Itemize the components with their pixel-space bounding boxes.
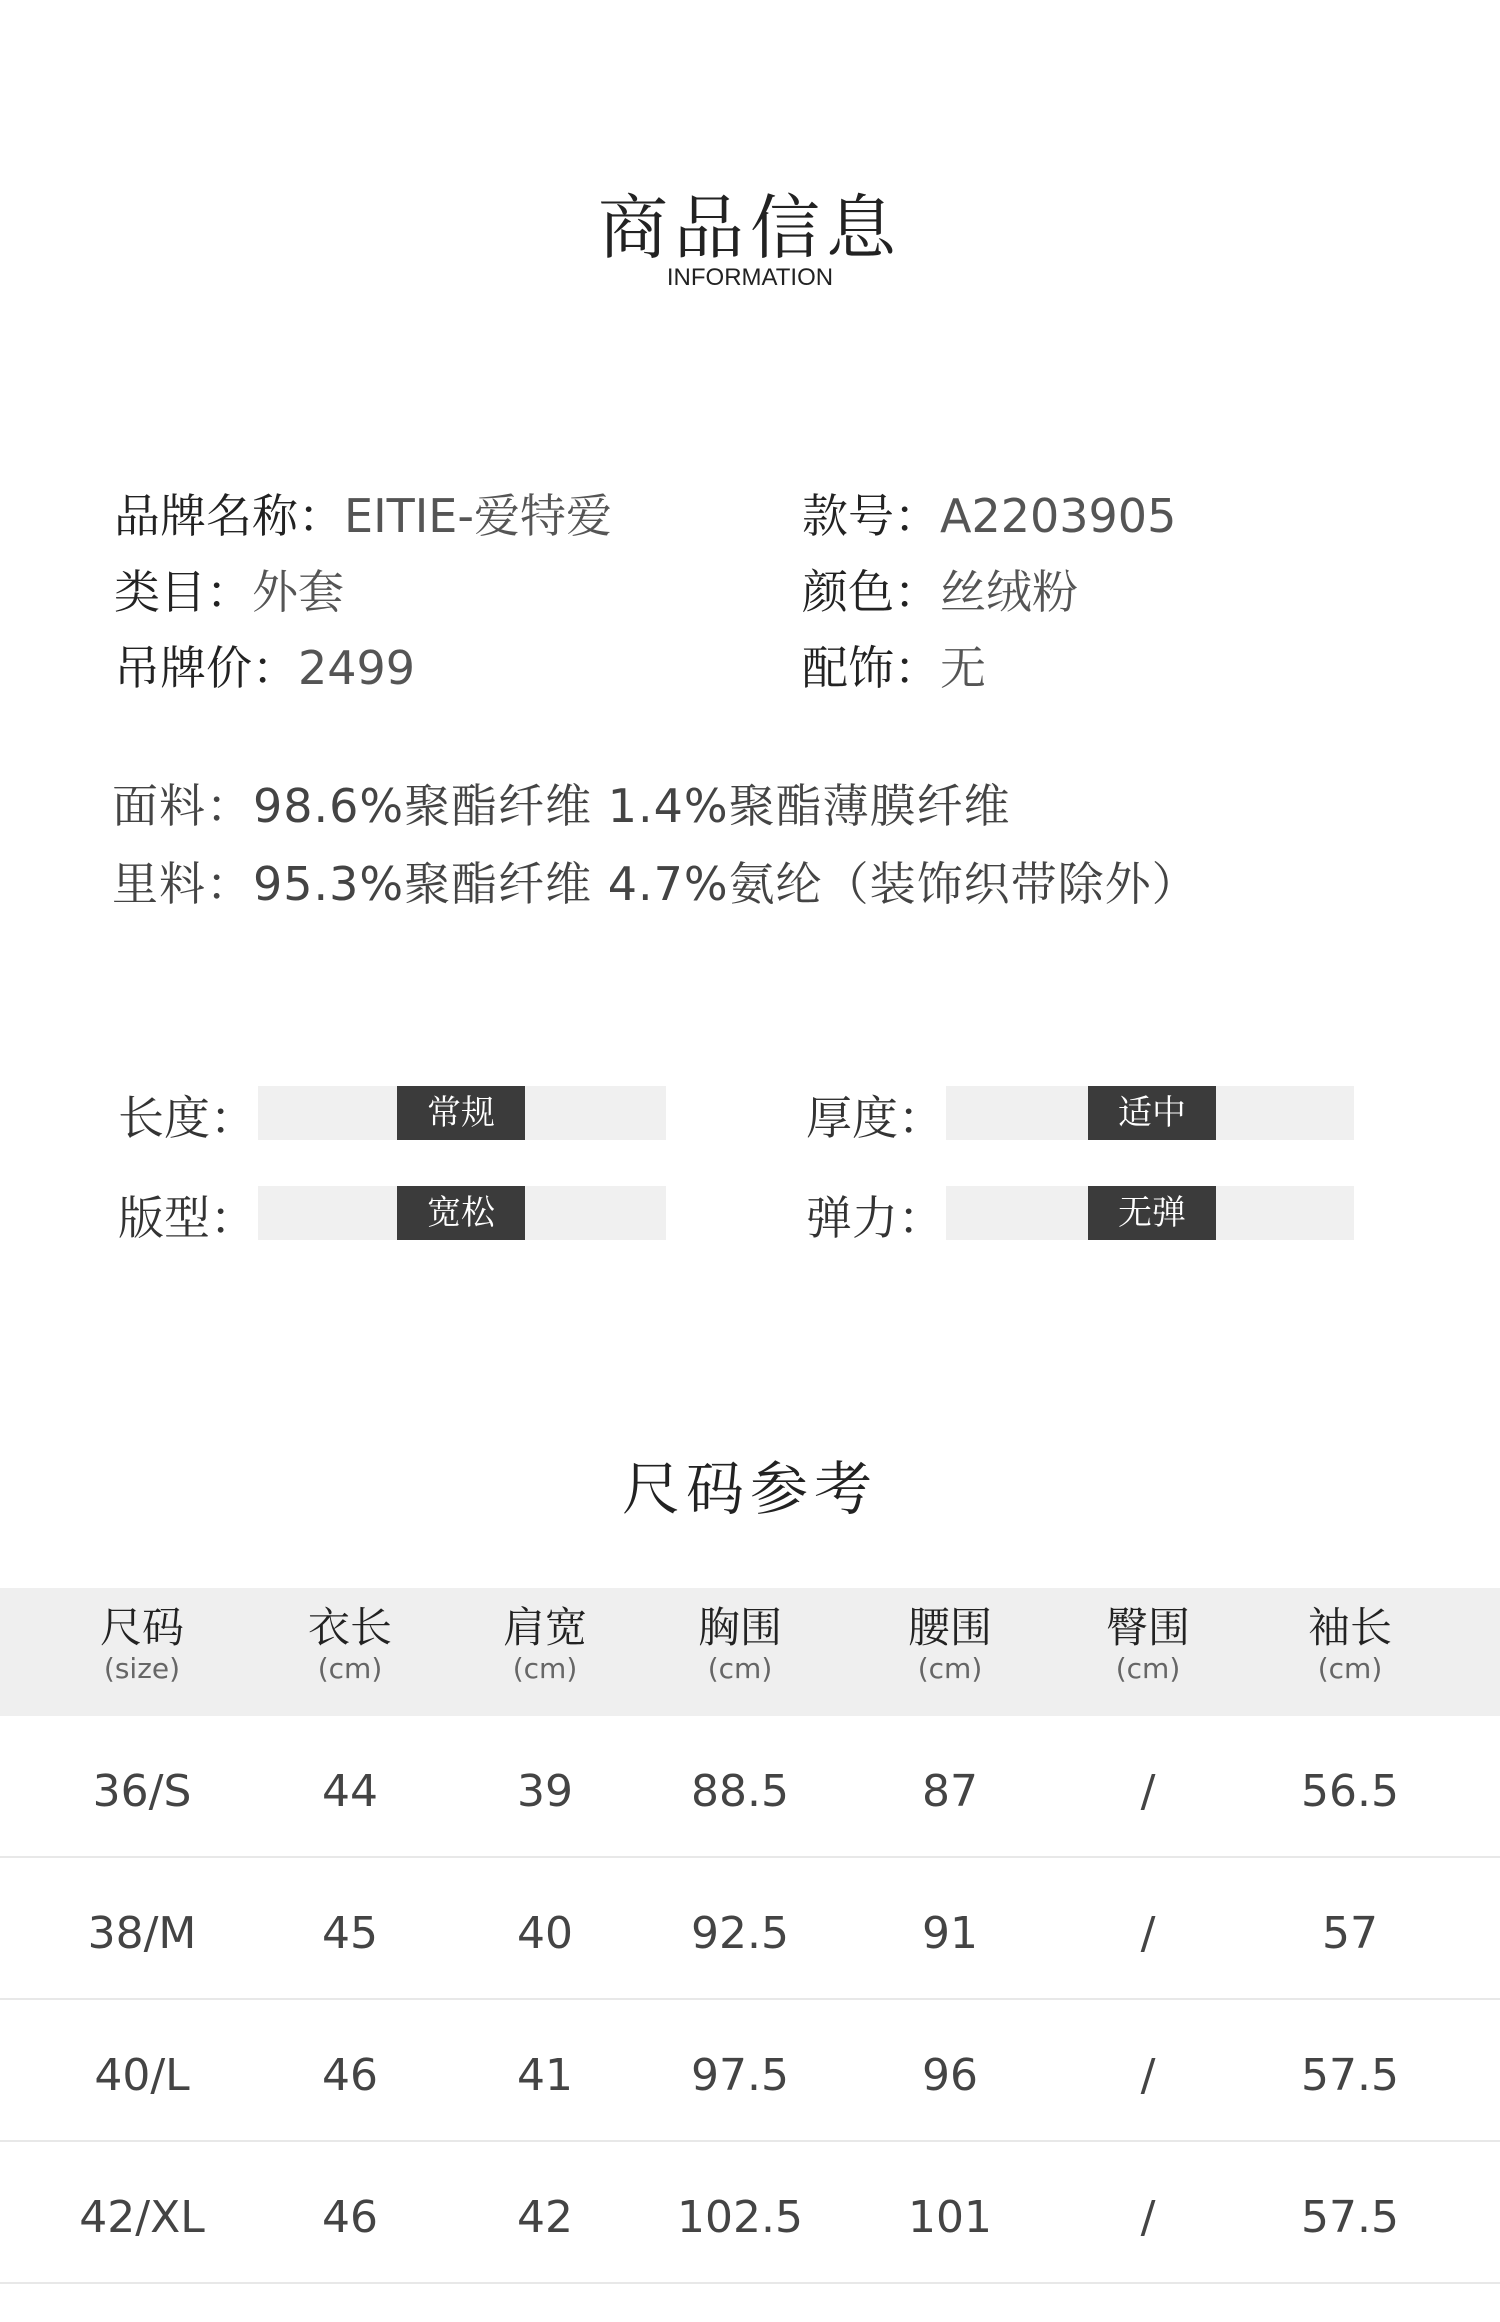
color-row — [802, 556, 1078, 622]
column-header-name: 肩宽 — [502, 1603, 587, 1652]
column-header-name: 胸围 — [697, 1603, 782, 1652]
category-value: 外套 — [252, 565, 344, 619]
table-cell: 92.5 — [691, 1908, 789, 1959]
table-cell: 97.5 — [691, 2050, 789, 2101]
thickness-tag: 适中 — [1088, 1086, 1216, 1140]
table-cell: 38/M — [87, 1908, 197, 1959]
column-header — [850, 1604, 1050, 1686]
thickness-label: 厚度： — [806, 1091, 944, 1145]
table-cell: 96 — [922, 2050, 978, 2101]
table-cell: 91 — [922, 1908, 978, 1959]
price-row — [114, 632, 415, 698]
column-header — [640, 1604, 840, 1686]
row-divider — [0, 1998, 1500, 2000]
category-row — [114, 556, 344, 622]
column-header — [1048, 1604, 1248, 1686]
color-value: 丝绒粉 — [940, 565, 1078, 619]
page-title: 商品信息 — [598, 187, 902, 269]
column-header-unit: (cm) — [317, 1652, 383, 1685]
table-cell: 45 — [322, 1908, 378, 1959]
column-header-unit: (cm) — [1317, 1652, 1383, 1685]
price-label: 吊牌价： — [114, 641, 298, 695]
brand-label: 品牌名称： — [114, 489, 344, 543]
price-value: 2499 — [298, 641, 416, 695]
table-cell: / — [1140, 1908, 1156, 1959]
column-header-name: 腰围 — [907, 1603, 992, 1652]
lining-fabric: 里料：95.3%聚酯纤维 4.7%氨纶（装饰织带除外） — [112, 857, 1199, 911]
length-tag: 常规 — [397, 1086, 525, 1140]
table-cell: 42/XL — [79, 2192, 205, 2243]
column-header-name: 衣长 — [307, 1603, 392, 1652]
style-no-label: 款号： — [802, 489, 940, 543]
table-cell: / — [1140, 2192, 1156, 2243]
table-cell: 46 — [322, 2050, 378, 2101]
table-cell: / — [1140, 2050, 1156, 2101]
color-label: 颜色： — [802, 565, 940, 619]
row-divider — [0, 2282, 1500, 2284]
column-header-name: 尺码 — [99, 1603, 184, 1652]
accessory-label: 配饰： — [802, 641, 940, 695]
fit-tag: 宽松 — [397, 1186, 525, 1240]
category-label: 类目： — [114, 565, 252, 619]
column-header-unit: (cm) — [512, 1652, 578, 1685]
page-subtitle: INFORMATION — [666, 264, 834, 291]
accessory-row — [802, 632, 986, 698]
column-header-name: 袖长 — [1307, 1603, 1392, 1652]
table-cell: 87 — [922, 1766, 978, 1817]
elasticity-label: 弹力： — [806, 1191, 944, 1245]
table-cell: 46 — [322, 2192, 378, 2243]
table-cell: 40/L — [94, 2050, 190, 2101]
table-cell: 42 — [517, 2192, 573, 2243]
accessory-value: 无 — [940, 641, 986, 695]
column-header — [1250, 1604, 1450, 1686]
column-header — [42, 1604, 242, 1686]
table-cell: 41 — [517, 2050, 573, 2101]
column-header-unit: (cm) — [1115, 1652, 1181, 1685]
column-header — [250, 1604, 450, 1686]
column-header-unit: (cm) — [707, 1652, 773, 1685]
fit-label: 版型： — [118, 1191, 256, 1245]
elasticity-tag: 无弹 — [1088, 1186, 1216, 1240]
size-chart-title: 尺码参考 — [621, 1455, 878, 1523]
shell-fabric: 面料：98.6%聚酯纤维 1.4%聚酯薄膜纤维 — [112, 779, 1011, 833]
column-header — [445, 1604, 645, 1686]
length-label: 长度： — [118, 1091, 256, 1145]
table-cell: 40 — [517, 1908, 573, 1959]
row-divider — [0, 2140, 1500, 2142]
column-header-name: 臀围 — [1105, 1603, 1190, 1652]
table-cell: 57.5 — [1301, 2050, 1399, 2101]
table-cell: 88.5 — [691, 1766, 789, 1817]
table-cell: 57.5 — [1301, 2192, 1399, 2243]
table-cell: 39 — [517, 1766, 573, 1817]
table-cell: 101 — [908, 2192, 992, 2243]
column-header-unit: (cm) — [917, 1652, 983, 1685]
table-cell: 56.5 — [1301, 1766, 1399, 1817]
table-cell: 57 — [1322, 1908, 1378, 1959]
brand-row — [114, 480, 612, 546]
table-cell: / — [1140, 1766, 1156, 1817]
table-cell: 44 — [322, 1766, 378, 1817]
table-cell: 102.5 — [677, 2192, 803, 2243]
style-no-value: A2203905 — [940, 489, 1177, 543]
table-cell: 36/S — [92, 1766, 192, 1817]
row-divider — [0, 1856, 1500, 1858]
style-no-row — [802, 480, 1176, 546]
column-header-unit: (size) — [103, 1652, 181, 1685]
brand-value: EITIE-爱特爱 — [344, 489, 612, 543]
